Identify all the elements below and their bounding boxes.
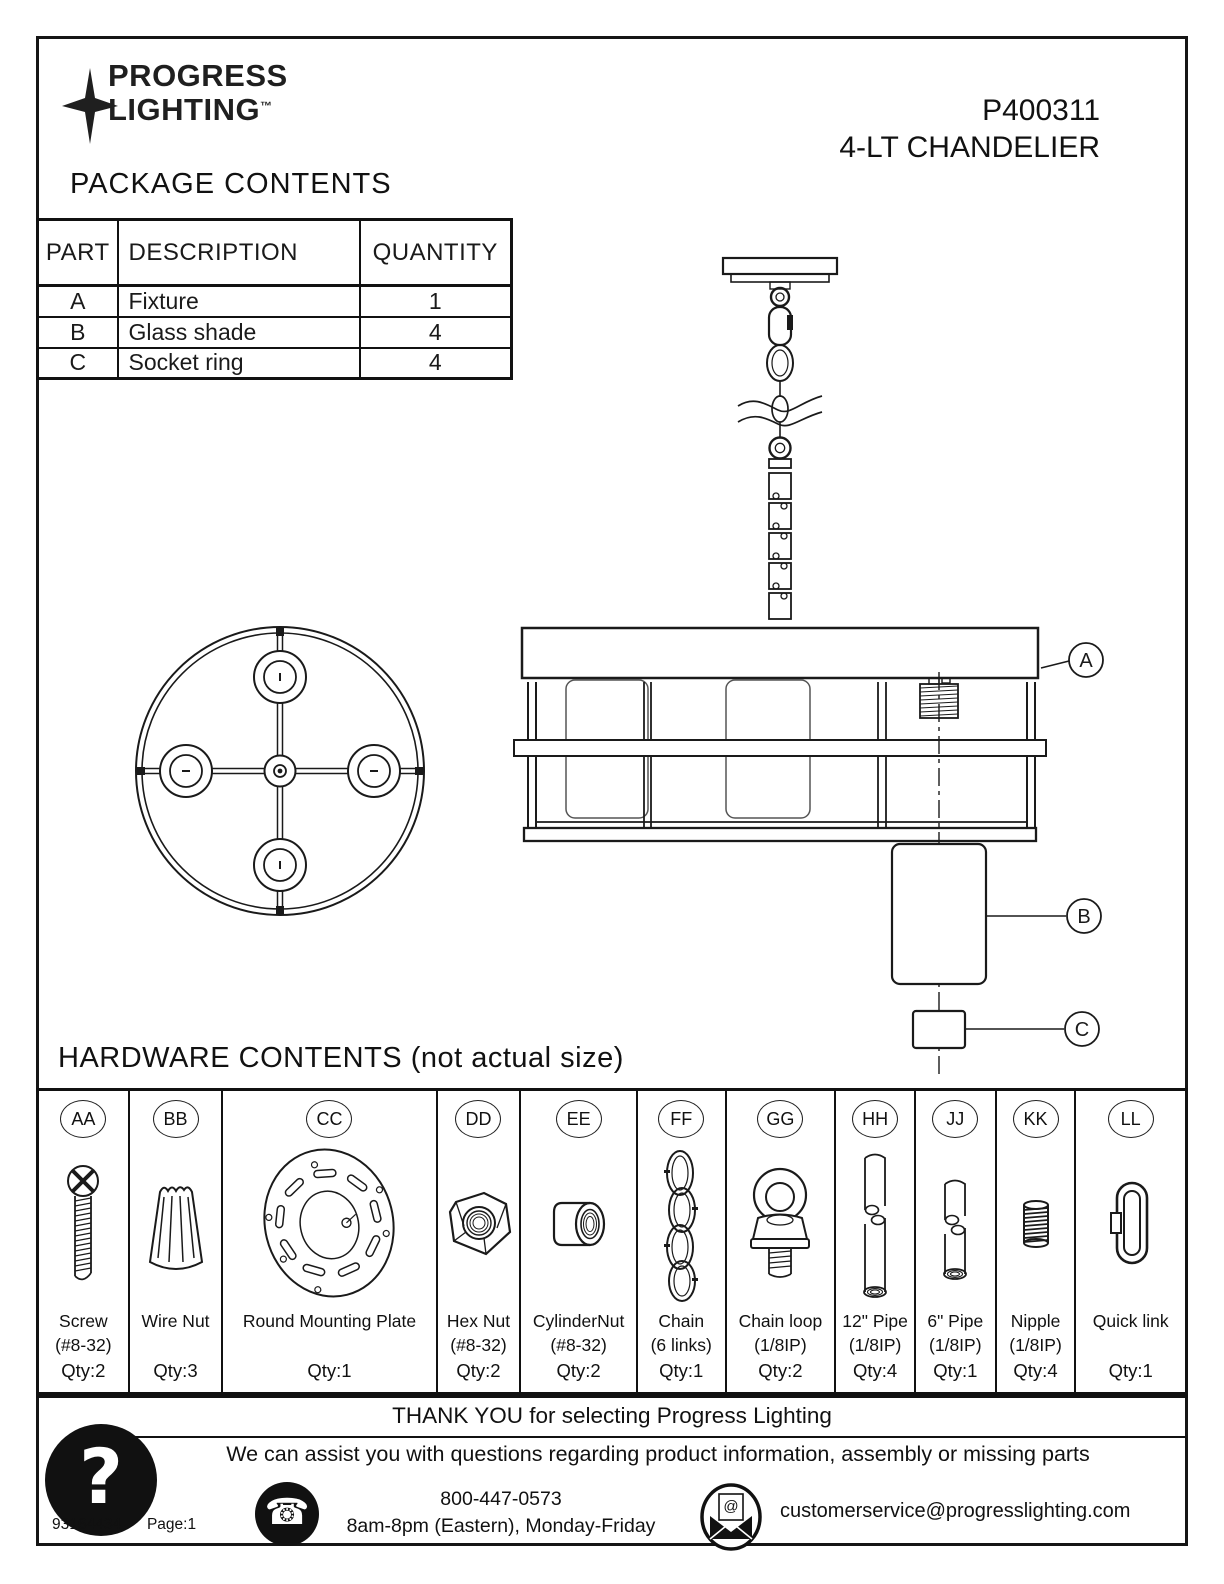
fixture-side-view-drawing: [508, 616, 1198, 1086]
callout-a: [1069, 643, 1103, 677]
footer-divider: [128, 1436, 1186, 1438]
callout-b-label: B: [1077, 906, 1091, 928]
part-letter: C: [38, 348, 118, 379]
hardware-item-qty: Qty:1: [659, 1360, 704, 1381]
hardware-item-name: Quick link: [1092, 1311, 1169, 1331]
package-contents-heading: PACKAGE CONTENTS: [70, 168, 392, 200]
logo-text-line2: LIGHTING: [108, 92, 261, 127]
chain-loop-icon: [739, 1162, 821, 1286]
logo-text-line1: PROGRESS: [108, 58, 288, 93]
hardware-item-name: Nipple: [1010, 1311, 1061, 1331]
telephone-icon: ☎: [255, 1482, 319, 1546]
document-number: 93164434: [52, 1516, 121, 1533]
table-row: [38, 286, 512, 317]
hardware-cell-ll: [1076, 1091, 1185, 1392]
email-envelope-icon: [698, 1482, 764, 1552]
table-row: [38, 317, 512, 348]
hardware-item-qty: Qty:4: [1013, 1360, 1058, 1381]
hardware-item-name: Wire Nut: [141, 1311, 210, 1331]
col-header-quantity: QUANTITY: [360, 220, 512, 286]
hardware-cell-ff: [638, 1091, 727, 1392]
hardware-item-name: 6" Pipe: [927, 1311, 984, 1331]
thank-you-line: THANK YOU for selecting Progress Lighting: [392, 1403, 832, 1428]
part-description: Glass shade: [118, 317, 360, 348]
pipe-6-icon: [935, 1164, 975, 1284]
hardware-item-qty: Qty:1: [1108, 1360, 1153, 1381]
hardware-cell-bb: [130, 1091, 224, 1392]
socket-top: [254, 651, 306, 703]
mounting-plate-icon: [242, 1143, 416, 1305]
hardware-item-spec: (1/8IP): [848, 1335, 902, 1355]
hardware-item-label: DD: [455, 1100, 501, 1138]
pipe-12-icon: [855, 1146, 895, 1302]
hardware-item-name: Chain loop: [738, 1311, 823, 1331]
callout-c: [1065, 1012, 1099, 1046]
fixture-top-view-drawing: [130, 621, 430, 921]
progress-lighting-logo: [62, 60, 288, 125]
trademark-symbol: ™: [260, 99, 273, 113]
page-number: Page:1: [146, 1516, 197, 1533]
phone-hours: 8am-8pm (Eastern), Monday-Friday: [346, 1515, 656, 1537]
hardware-item-name: Hex Nut: [446, 1311, 511, 1331]
footer: [36, 1395, 1188, 1546]
socket-left: [160, 745, 212, 797]
part-description: Socket ring: [118, 348, 360, 379]
hardware-cell-dd: [438, 1091, 522, 1392]
question-mark-icon: ?: [45, 1424, 157, 1536]
part-quantity: 1: [360, 286, 512, 317]
hardware-cell-hh: [836, 1091, 916, 1392]
hardware-item-label: HH: [852, 1100, 898, 1138]
hardware-item-spec: (#8-32): [550, 1335, 607, 1355]
hardware-item-label: BB: [153, 1100, 199, 1138]
hardware-item-label: CC: [306, 1100, 352, 1138]
socket-right: [348, 745, 400, 797]
callout-b: [1067, 899, 1101, 933]
hardware-item-qty: Qty:1: [933, 1360, 978, 1381]
canopy-chain-drawing: [688, 246, 878, 626]
hardware-cell-ee: [521, 1091, 638, 1392]
part-quantity: 4: [360, 317, 512, 348]
hardware-cell-kk: [997, 1091, 1077, 1392]
socket-bottom: [254, 839, 306, 891]
screw-icon: [60, 1163, 106, 1285]
hardware-item-qty: Qty:1: [307, 1360, 352, 1381]
hardware-cell-jj: [916, 1091, 997, 1392]
col-header-description: DESCRIPTION: [118, 220, 360, 286]
hardware-item-qty: Qty:2: [758, 1360, 803, 1381]
callout-a-label: A: [1079, 650, 1093, 672]
hardware-item-spec: (#8-32): [55, 1335, 112, 1355]
table-row: [38, 348, 512, 379]
part-letter: A: [38, 286, 118, 317]
phone-number: 800-447-0573: [440, 1488, 562, 1510]
quick-link-icon: [1107, 1177, 1155, 1271]
hardware-item-qty: Qty:2: [61, 1360, 106, 1381]
hardware-cell-gg: [727, 1091, 837, 1392]
logo-star-icon: [62, 68, 118, 144]
part-description: Fixture: [118, 286, 360, 317]
hardware-item-label: KK: [1013, 1100, 1059, 1138]
cylinder-nut-icon: [548, 1194, 610, 1254]
product-model: P400311: [982, 94, 1100, 127]
hardware-item-name: CylinderNut: [532, 1311, 625, 1331]
hardware-item-qty: Qty:4: [852, 1360, 898, 1381]
hardware-cell-cc: [223, 1091, 437, 1392]
hardware-item-label: GG: [757, 1100, 803, 1138]
col-header-part: PART: [38, 220, 118, 286]
hardware-contents-table: [36, 1088, 1188, 1395]
nipple-icon: [1016, 1193, 1056, 1255]
product-name: 4-LT CHANDELIER: [839, 131, 1100, 164]
hardware-item-qty: Qty:2: [556, 1360, 601, 1381]
hardware-item-qty: Qty:2: [456, 1360, 501, 1381]
hardware-item-name: Chain: [658, 1311, 705, 1331]
email-address: customerservice@progresslighting.com: [780, 1500, 1131, 1522]
hex-nut-icon: [440, 1188, 516, 1260]
package-contents-table: [36, 218, 513, 380]
wire-nut-icon: [147, 1170, 205, 1278]
part-letter: B: [38, 317, 118, 348]
hardware-item-label: LL: [1108, 1100, 1154, 1138]
hardware-item-qty: Qty:3: [153, 1360, 198, 1381]
hardware-item-label: JJ: [932, 1100, 978, 1138]
chain-icon: [659, 1145, 703, 1303]
callout-c-label: C: [1074, 1019, 1090, 1041]
hardware-item-spec: (6 links): [650, 1335, 712, 1355]
hardware-item-label: FF: [658, 1100, 704, 1138]
part-quantity: 4: [360, 348, 512, 379]
hardware-item-spec: (#8-32): [450, 1335, 507, 1355]
hardware-item-spec: (1/8IP): [754, 1335, 807, 1355]
hardware-item-spec: (1/8IP): [929, 1335, 982, 1355]
hardware-cell-aa: [39, 1091, 130, 1392]
hardware-item-label: EE: [556, 1100, 602, 1138]
hardware-item-spec: (1/8IP): [1009, 1335, 1062, 1355]
hardware-contents-heading: HARDWARE CONTENTS (not actual size): [58, 1042, 624, 1074]
hardware-item-name: 12" Pipe: [842, 1311, 908, 1331]
assist-line: We can assist you with questions regarding product information, assembly or missing parts: [226, 1442, 1090, 1466]
hardware-item-name: Round Mounting Plate: [242, 1311, 417, 1331]
hardware-item-label: AA: [60, 1100, 106, 1138]
hardware-item-name: Screw: [59, 1311, 108, 1331]
at-symbol: @: [723, 1498, 739, 1515]
